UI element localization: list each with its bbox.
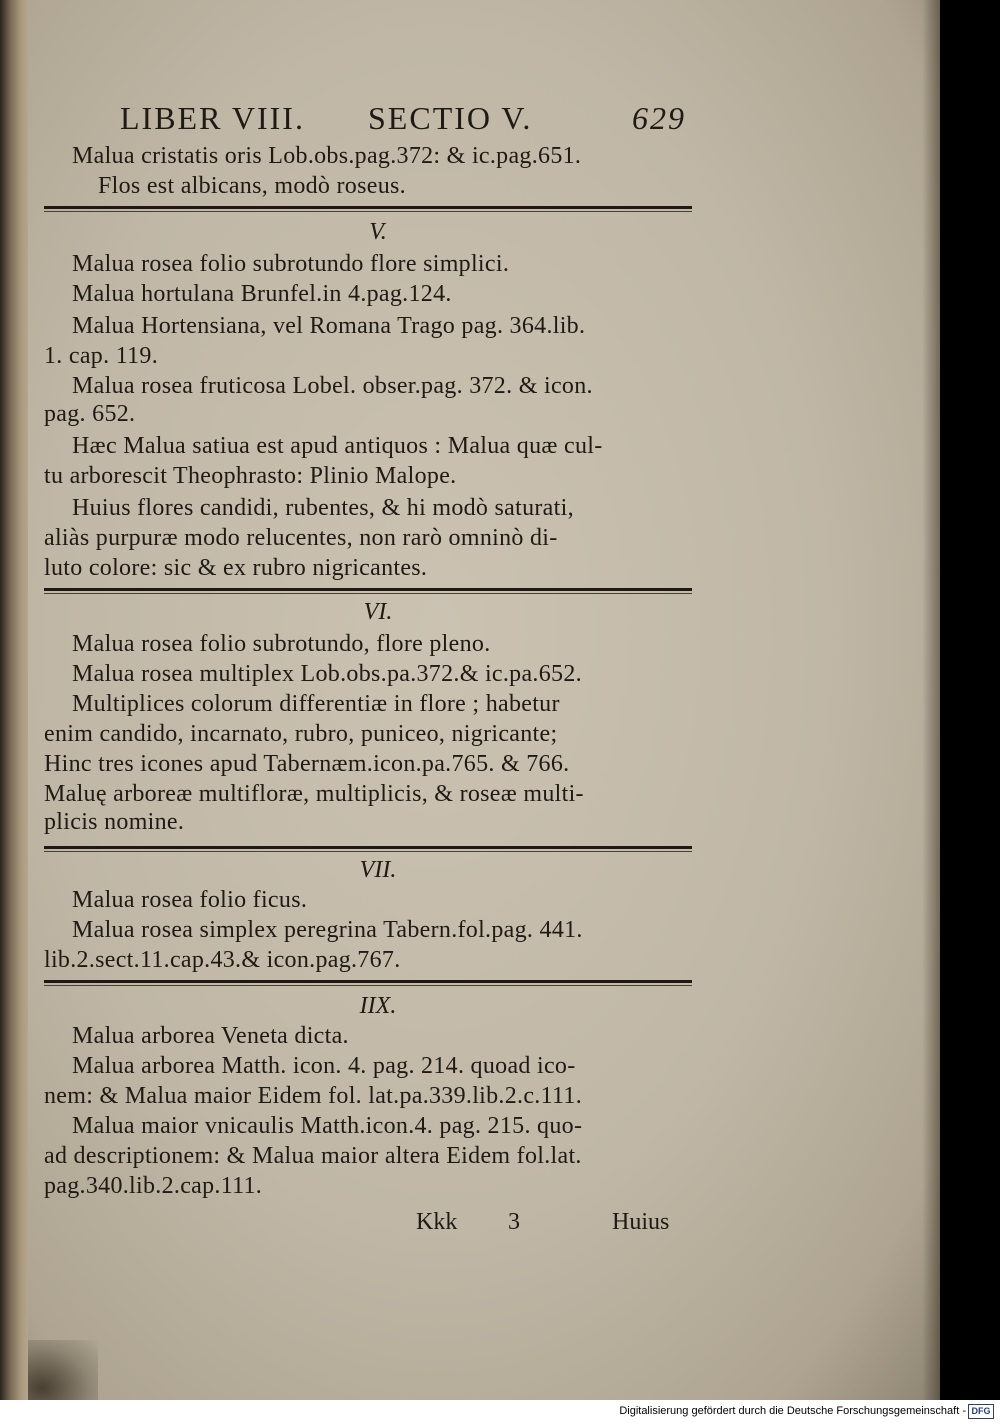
text-line: Malua hortulana Brunfel.in 4.pag.124. — [72, 281, 452, 307]
catchword: Huius — [612, 1209, 670, 1235]
text-line: Multiplices colorum differentiæ in flore ; habetur — [72, 691, 560, 717]
text-line: Malua rosea fruticosa Lobel. obser.pag. 372. & icon. — [72, 373, 593, 399]
text-line: enim candido, incarnato, rubro, puniceo, nigricante; — [44, 721, 558, 747]
signature-number: 3 — [508, 1209, 520, 1235]
text-line: tu arborescit Theophrasto: Plinio Malope. — [44, 463, 457, 489]
text-line: Flos est albicans, modò roseus. — [98, 173, 406, 199]
text-line: lib.2.sect.11.cap.43.& icon.pag.767. — [44, 947, 401, 973]
text-line: 1. cap. 119. — [44, 343, 159, 369]
text-line: Malua rosea folio subrotundo, flore pleno. — [72, 631, 491, 657]
text-line: plicis nomine. — [44, 809, 185, 835]
section-rule — [44, 846, 692, 852]
section-rule — [44, 980, 692, 986]
text-line: Malua arborea Veneta dicta. — [72, 1023, 349, 1049]
text-line: Hæc Malua satiua est apud antiquos : Malua quæ cul- — [72, 433, 603, 459]
text-line: Malua cristatis oris Lob.obs.pag.372: & ic.pag.651. — [72, 143, 582, 169]
text-line: Huius flores candidi, rubentes, & hi modò saturati, — [72, 495, 574, 521]
footer-credit: Digitalisierung gefördert durch die Deutsche Forschungsgemeinschaft - — [619, 1405, 966, 1417]
text-line: Malua rosea simplex peregrina Tabern.fol.pag. 441. — [72, 917, 583, 943]
section-rule — [44, 588, 692, 594]
section-number: VI. — [363, 599, 393, 625]
running-head — [120, 98, 740, 138]
section-number: IIX. — [359, 993, 397, 1019]
text-line: Malua arborea Matth. icon. 4. pag. 214. quoad ico- — [72, 1053, 576, 1079]
text-line: Hinc tres icones apud Tabernæm.icon.pa.765. & 766. — [44, 751, 570, 777]
text-line: pag.340.lib.2.cap.111. — [44, 1173, 263, 1199]
section-number: V. — [369, 219, 387, 245]
text-line: Malua Hortensiana, vel Romana Trago pag. 364.lib. — [72, 313, 586, 339]
text-line: Malua rosea multiplex Lob.obs.pa.372.& ic.pa.652. — [72, 661, 582, 687]
section-rule — [44, 206, 692, 212]
dfg-logo: DFG — [968, 1404, 994, 1419]
book-page — [28, 0, 940, 1400]
book-spine-edge — [0, 0, 30, 1400]
running-head-sectio: SECTIO V. — [368, 100, 533, 136]
text-line: nem: & Malua maior Eidem fol. lat.pa.339.lib.2.c.111. — [44, 1083, 583, 1109]
text-line: ad descriptionem: & Malua maior altera Eidem fol.lat. — [44, 1143, 582, 1169]
page-number: 629 — [632, 100, 686, 136]
page-text — [28, 0, 940, 1400]
footer-bar — [0, 1400, 1000, 1423]
text-line: aliàs purpuræ modo relucentes, non rarò omninò di- — [44, 525, 558, 551]
text-line: luto colore: sic & ex rubro nigricantes. — [44, 555, 428, 581]
text-line: Malua maior vnicaulis Matth.icon.4. pag. 215. quo- — [72, 1113, 583, 1139]
running-head-liber: LIBER VIII. — [120, 100, 305, 136]
section-number: VII. — [359, 857, 397, 883]
text-line: Malua rosea folio ficus. — [72, 887, 308, 913]
text-line: pag. 652. — [44, 401, 136, 427]
text-line: Malua rosea folio subrotundo flore simplici. — [72, 251, 510, 277]
text-line: Maluę arboreæ multifloræ, multiplicis, & roseæ multi- — [44, 781, 584, 807]
signature-mark: Kkk — [416, 1209, 458, 1235]
